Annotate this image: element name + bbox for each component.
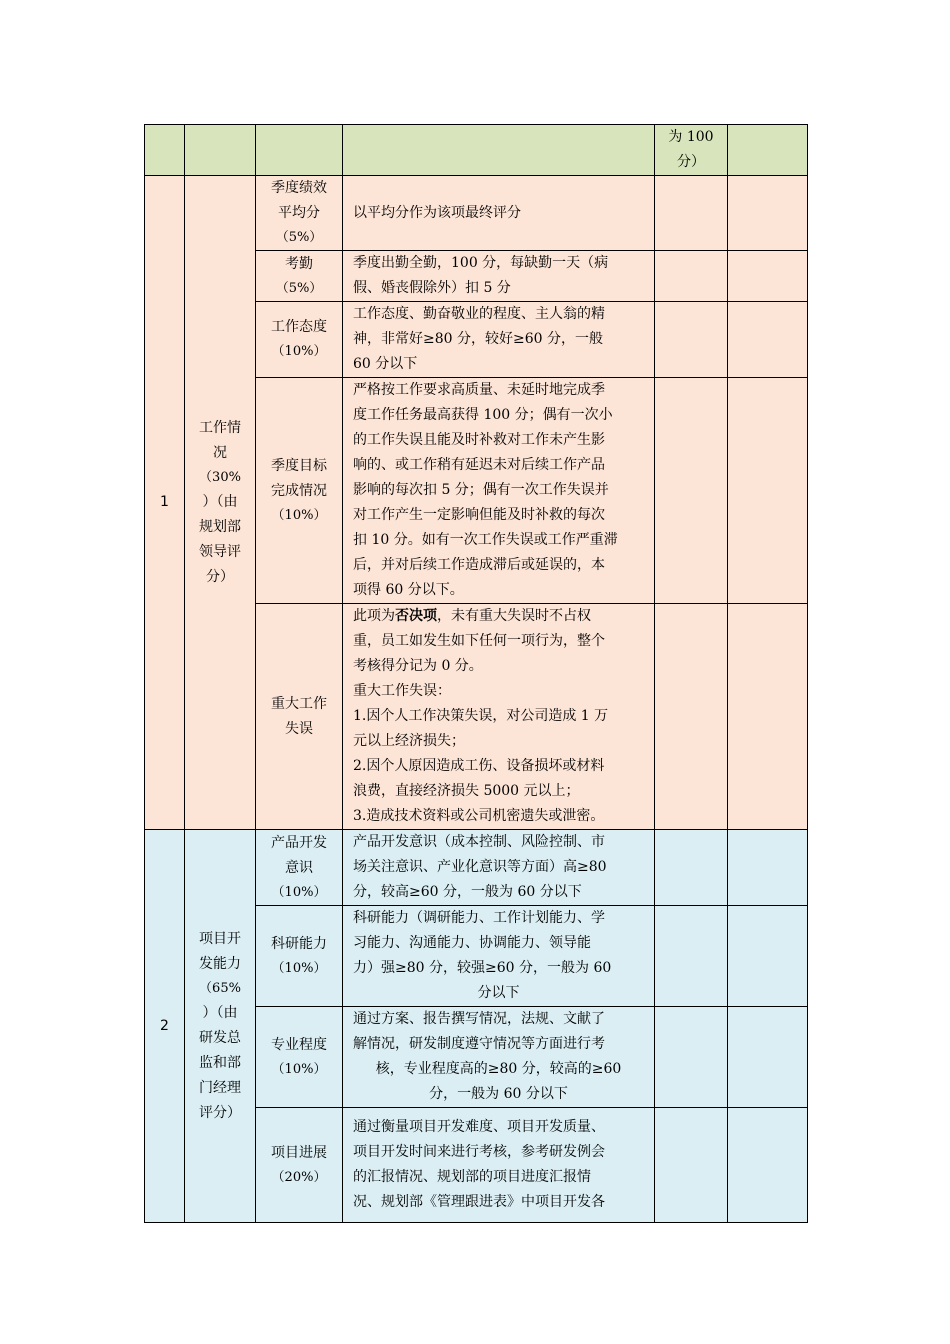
category-line: 门经理 xyxy=(199,1079,241,1096)
blank-cell xyxy=(728,125,808,176)
item-name-line: 考勤 xyxy=(285,255,313,272)
desc-line: 习能力、沟通能力、协调能力、领导能 xyxy=(353,935,591,951)
category-line: 项目开 xyxy=(199,930,241,947)
score-cell xyxy=(655,1108,728,1223)
desc-line xyxy=(353,604,644,629)
desc-line: 扣 10 分。如有一次工作失误或工作严重滞 xyxy=(353,532,618,548)
category-line: 况 xyxy=(213,444,227,461)
desc-line: 考核得分记为 0 分。 xyxy=(353,658,483,674)
desc-line: 2.因个人原因造成工伤、设备损坏或材料 xyxy=(353,758,605,774)
category-line: 评分） xyxy=(199,1104,241,1121)
desc-line: 浪费，直接经济损失 5000 元以上； xyxy=(353,783,580,799)
item-description xyxy=(343,604,655,830)
category-cell xyxy=(185,125,256,176)
desc-line: 项得 60 分以下。 xyxy=(353,582,464,598)
category-line: 分） xyxy=(206,568,234,585)
desc-line: 60 分以下 xyxy=(353,356,418,372)
item-name xyxy=(256,378,343,604)
item-name-line: 平均分 xyxy=(278,205,320,221)
desc-line: 解情况，研发制度遵守情况等方面进行考 xyxy=(353,1036,605,1052)
desc-line: 的工作失误且能及时补救对工作未产生影 xyxy=(353,432,605,448)
desc-line: 通过衡量项目开发难度、项目开发质量、 xyxy=(353,1119,605,1135)
category-line: ）（由 xyxy=(202,493,238,510)
remark-cell xyxy=(728,1007,808,1108)
desc-suffix: ，未有重大失误时不占权 xyxy=(437,608,591,624)
item-description xyxy=(343,251,655,302)
item-name-line: 工作态度 xyxy=(271,319,327,335)
score-cell xyxy=(655,378,728,604)
table-row xyxy=(145,830,808,906)
item-name-line: 专业程度 xyxy=(271,1036,327,1053)
continued-row xyxy=(145,125,808,176)
desc-line: 分，一般为 60 分以下 xyxy=(429,1086,568,1102)
item-description xyxy=(343,378,655,604)
score-cell xyxy=(655,830,728,906)
item-name-line: 产品开发 xyxy=(271,834,327,851)
category-line: 发能力 xyxy=(199,955,241,972)
item-name-line: （10%） xyxy=(271,884,327,900)
item-name-line: 重大工作 xyxy=(271,695,327,712)
desc-line: 影响的每次扣 5 分；偶有一次工作失误并 xyxy=(353,482,609,498)
item-description xyxy=(343,176,655,251)
score-note-cell xyxy=(655,125,728,176)
item-description xyxy=(343,302,655,378)
score-note-line: 分） xyxy=(677,154,705,170)
desc-line: 分，较高≥60 分，一般为 60 分以下 xyxy=(353,884,582,900)
remark-cell xyxy=(728,176,808,251)
remark-cell xyxy=(728,302,808,378)
category-line: （30% xyxy=(199,469,241,485)
desc-line: 核，专业程度高的≥80 分，较高的≥60 xyxy=(375,1061,622,1077)
item-name-line: （10%） xyxy=(271,344,327,359)
desc-line: 严格按工作要求高质量、未延时地完成季 xyxy=(353,382,605,398)
desc-line: 重大工作失误： xyxy=(353,683,451,699)
item-name-line: （10%） xyxy=(271,507,327,523)
desc-line: 神，非常好≥80 分，较好≥60 分，一般 xyxy=(353,331,603,347)
item-name-line: （10%） xyxy=(271,960,327,976)
section-index-1: 1 xyxy=(145,176,185,830)
score-cell xyxy=(655,604,728,830)
desc-line: 分以下 xyxy=(477,985,520,1001)
desc-line: 重，员工如发生如下任何一项行为，整个 xyxy=(353,633,605,649)
item-description xyxy=(343,1108,655,1223)
item-description xyxy=(343,830,655,906)
desc-line: 假、婚丧假除外）扣 5 分 xyxy=(353,280,511,296)
category-line: （65% xyxy=(199,980,241,996)
category-line: ）（由 xyxy=(202,1004,238,1021)
item-name-line: （20%） xyxy=(271,1169,327,1185)
desc-line: 通过方案、报告撰写情况，法规、文献了 xyxy=(353,1011,605,1027)
desc-line: 项目开发时间来进行考核，参考研发例会 xyxy=(353,1144,605,1160)
remark-cell xyxy=(728,830,808,906)
desc-line: 3.造成技术资料或公司机密遗失或泄密。 xyxy=(353,808,605,824)
item-name-line: 科研能力 xyxy=(271,935,327,952)
remark-cell xyxy=(728,378,808,604)
score-cell xyxy=(655,302,728,378)
item-name xyxy=(256,176,343,251)
score-cell xyxy=(655,906,728,1007)
remark-cell xyxy=(728,251,808,302)
remark-cell xyxy=(728,1108,808,1223)
item-name-line: 季度目标 xyxy=(271,457,327,474)
category-line: 规划部 xyxy=(199,518,241,535)
desc-line: 力）强≥80 分，较强≥60 分，一般为 60 xyxy=(353,960,612,976)
item-name-line: （5%） xyxy=(275,230,323,245)
evaluation-table xyxy=(144,124,808,1223)
item-name xyxy=(256,251,343,302)
item-name-line: 季度绩效 xyxy=(271,180,327,196)
desc-line: 工作态度、勤奋敬业的程度、主人翁的精 xyxy=(353,306,605,322)
desc-line: 1.因个人工作决策失误，对公司造成 1 万 xyxy=(353,708,609,724)
desc-line: 响的、或工作稍有延迟未对后续工作产品 xyxy=(353,457,605,473)
desc-line: 季度出勤全勤，100 分，每缺勤一天（病 xyxy=(353,255,609,271)
table-row xyxy=(145,176,808,251)
item-name xyxy=(256,302,343,378)
desc-cell xyxy=(343,125,655,176)
desc-line: 以平均分作为该项最终评分 xyxy=(353,204,521,221)
section-index-2: 2 xyxy=(145,830,185,1223)
desc-line: 科研能力（调研能力、工作计划能力、学 xyxy=(353,910,605,926)
desc-line: 产品开发意识（成本控制、风险控制、市 xyxy=(353,834,605,850)
veto-label: 否决项 xyxy=(395,608,437,624)
section-category-2 xyxy=(185,830,256,1223)
item-name-line: 项目进展 xyxy=(271,1144,327,1161)
remark-cell xyxy=(728,604,808,830)
desc-line: 元以上经济损失； xyxy=(353,733,465,749)
item-name xyxy=(256,604,343,830)
item-name-line: 意识 xyxy=(285,859,313,876)
score-cell xyxy=(655,1007,728,1108)
item-description xyxy=(343,906,655,1007)
desc-prefix: 此项为 xyxy=(353,608,395,624)
item-name-line: 完成情况 xyxy=(271,482,327,499)
category-line: 研发总 xyxy=(199,1029,241,1046)
desc-line: 况、规划部《管理跟进表》中项目开发各 xyxy=(353,1194,605,1210)
section-category-1 xyxy=(185,176,256,830)
remark-cell xyxy=(728,906,808,1007)
item-name xyxy=(256,1007,343,1108)
item-description xyxy=(343,1007,655,1108)
item-name-line: 失误 xyxy=(285,720,313,737)
score-cell xyxy=(655,251,728,302)
index-cell xyxy=(145,125,185,176)
desc-line: 对工作产生一定影响但能及时补救的每次 xyxy=(353,507,605,523)
desc-line: 后，并对后续工作造成滞后或延误的，本 xyxy=(353,557,605,573)
item-name xyxy=(256,906,343,1007)
item-name-line: （5%） xyxy=(275,280,323,296)
category-line: 监和部 xyxy=(199,1054,241,1071)
desc-line: 场关注意识、产业化意识等方面）高≥80 xyxy=(353,859,607,875)
desc-line: 的汇报情况、规划部的项目进度汇报情 xyxy=(353,1169,591,1185)
item-name xyxy=(256,830,343,906)
score-note-line: 为 100 xyxy=(668,129,714,145)
desc-line: 度工作任务最高获得 100 分；偶有一次小 xyxy=(353,407,613,423)
category-line: 工作情 xyxy=(199,419,241,436)
category-line: 领导评 xyxy=(199,543,241,560)
item-name-line: （10%） xyxy=(271,1061,327,1077)
item-cell xyxy=(256,125,343,176)
item-name xyxy=(256,1108,343,1223)
score-cell xyxy=(655,176,728,251)
